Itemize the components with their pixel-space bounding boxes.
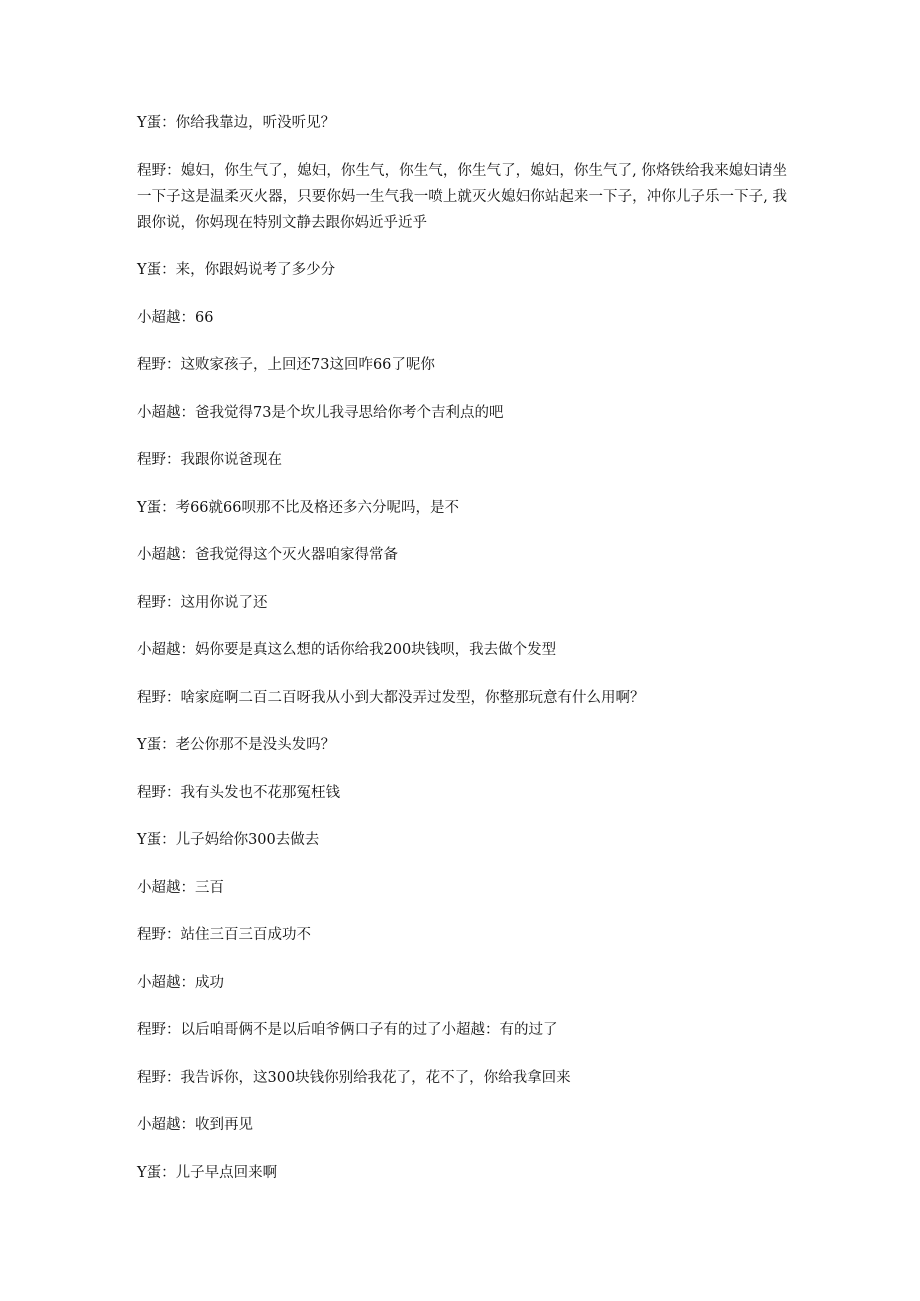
- dialogue-line-12: 程野：啥家庭啊二百二百呀我从小到大都没弄过发型，你整那玩意有什么用啊？: [137, 689, 645, 706]
- dialogue-line-19: 程野：以后咱哥俩不是以后咱爷俩口子有的过了小超越：有的过了: [137, 1022, 558, 1038]
- dialogue-line-5: 程野：这败家孩子，上回还73这回咋66了呢你: [137, 357, 435, 373]
- dialogue-line-18: 小超越：成功: [137, 974, 224, 991]
- dialogue-line-13: Y蛋：老公你那不是没头发吗？: [137, 737, 336, 753]
- dialogue-line-14: 程野：我有头发也不花那冤枉钱: [137, 784, 340, 801]
- dialogue-line-9: 小超越：爸我觉得这个灭火器咱家得常备: [137, 547, 398, 563]
- dialogue-line-4: 小超越：66: [137, 309, 214, 326]
- dialogue-line-6: 小超越：爸我觉得73是个坎儿我寻思给你考个吉利点的吧: [137, 404, 504, 421]
- dialogue-line-8: Y蛋：考66就66呗那不比及格还多六分呢吗，是不: [137, 499, 459, 516]
- dialogue-line-10: 程野：这用你说了还: [137, 594, 268, 611]
- dialogue-line-17: 程野：站住三百三百成功不: [137, 927, 311, 943]
- dialogue-line-3: Y蛋：来，你跟妈说考了多少分: [137, 262, 336, 278]
- dialogue-line-20: 程野：我告诉你，这300块钱你别给我花了，花不了，你给我拿回来: [137, 1069, 571, 1086]
- dialogue-line-21: 小超越：收到再见: [137, 1117, 253, 1133]
- dialogue-line-16: 小超越：三百: [137, 879, 224, 896]
- dialogue-line-7: 程野：我跟你说爸现在: [137, 452, 282, 468]
- dialogue-line-15: Y蛋：儿子妈给你300去做去: [137, 832, 320, 848]
- dialogue-line-11: 小超越：妈你要是真这么想的话你给我200块钱呗，我去做个发型: [137, 642, 557, 658]
- dialogue-line-22: Y蛋：儿子早点回来啊: [137, 1164, 278, 1181]
- dialogue-line-2: 程野：媳妇，你生气了，媳妇，你生气，你生气，你生气了，媳妇，你生气了, 你烙铁给我来媳妇请坐一下子这是温柔灭火器，只要你妈一生气我一喷上就灭火媳妇你站起来一下子，冲你儿子乐一下子, 我跟你说，你妈现在特别文静去跟你妈近乎近乎: [137, 162, 787, 231]
- dialogue-line-1: Y蛋：你给我靠边，听没听见？: [137, 115, 336, 131]
- dialogue-script: [137, 110, 787, 1186]
